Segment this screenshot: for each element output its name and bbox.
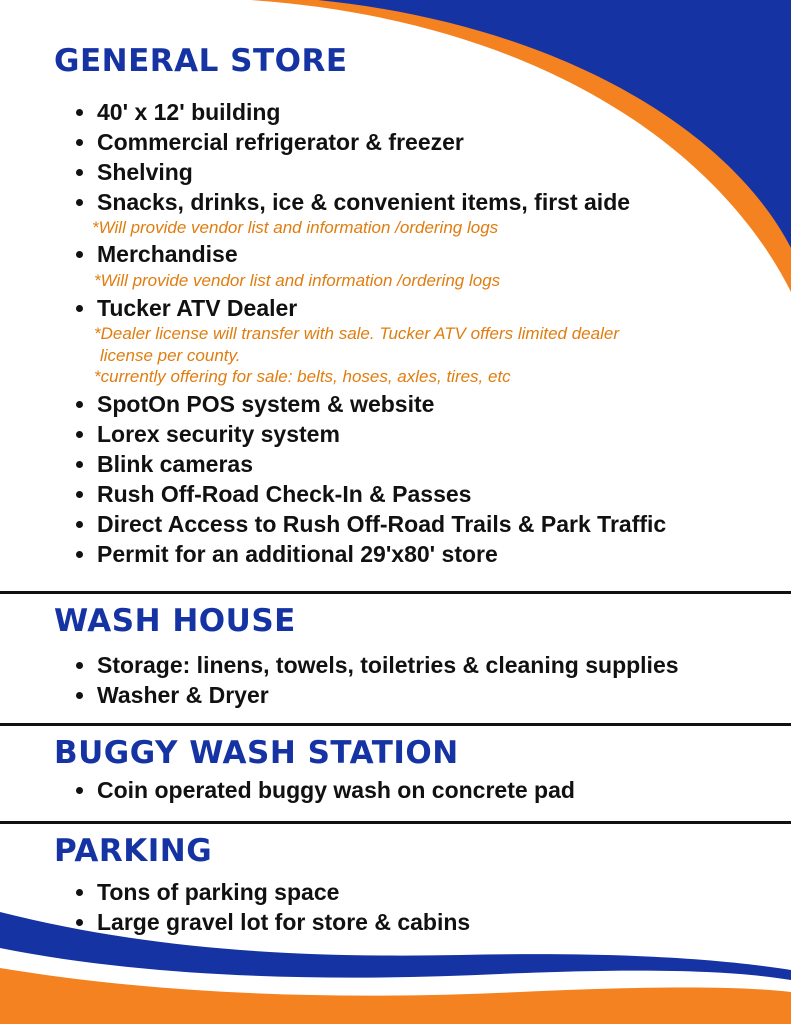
list-item: Merchandise [0, 239, 666, 269]
list-item: SpotOn POS system & website [0, 389, 666, 419]
list-note [0, 217, 666, 239]
section-divider [0, 821, 791, 824]
list-note [0, 269, 666, 293]
list-item: Blink cameras [0, 449, 666, 479]
list-item: Washer & Dryer [0, 680, 679, 710]
note-text: *Will provide vendor list and information /ordering logs [94, 271, 501, 290]
list-item: 40' x 12' building [0, 97, 666, 127]
parking-list [0, 877, 470, 937]
list-note [0, 367, 666, 389]
buggy-wash-list [0, 775, 575, 805]
list-item: Commercial refrigerator & freezer [0, 127, 666, 157]
list-item: Coin operated buggy wash on concrete pad [0, 775, 575, 805]
note-text: license per county. [100, 346, 241, 365]
note-text: *Dealer license will transfer with sale. Tucker ATV offers limited dealer [94, 324, 619, 343]
wash-house-list [0, 650, 679, 710]
list-item: Snacks, drinks, ice & convenient items, first aide [0, 187, 666, 217]
section-divider [0, 591, 791, 594]
list-item: Storage: linens, towels, toiletries & cleaning supplies [0, 650, 679, 680]
section-title: GENERAL STORE [54, 43, 348, 79]
list-note [0, 323, 666, 367]
list-item: Large gravel lot for store & cabins [0, 907, 470, 937]
list-item: Rush Off-Road Check-In & Passes [0, 479, 666, 509]
list-item: Tons of parking space [0, 877, 470, 907]
list-item: Shelving [0, 157, 666, 187]
list-item: Direct Access to Rush Off-Road Trails & Park Traffic [0, 509, 666, 539]
section-title: WASH HOUSE [54, 603, 296, 639]
general-store-list [0, 97, 666, 569]
note-text: *currently offering for sale: belts, hoses, axles, tires, etc [94, 367, 511, 386]
section-divider [0, 723, 791, 726]
section-title: BUGGY WASH STATION [54, 735, 459, 771]
list-item: Permit for an additional 29'x80' store [0, 539, 666, 569]
section-title: PARKING [54, 833, 213, 869]
list-item: Lorex security system [0, 419, 666, 449]
list-item: Tucker ATV Dealer [0, 293, 666, 323]
note-text: *Will provide vendor list and information /ordering logs [92, 218, 499, 237]
